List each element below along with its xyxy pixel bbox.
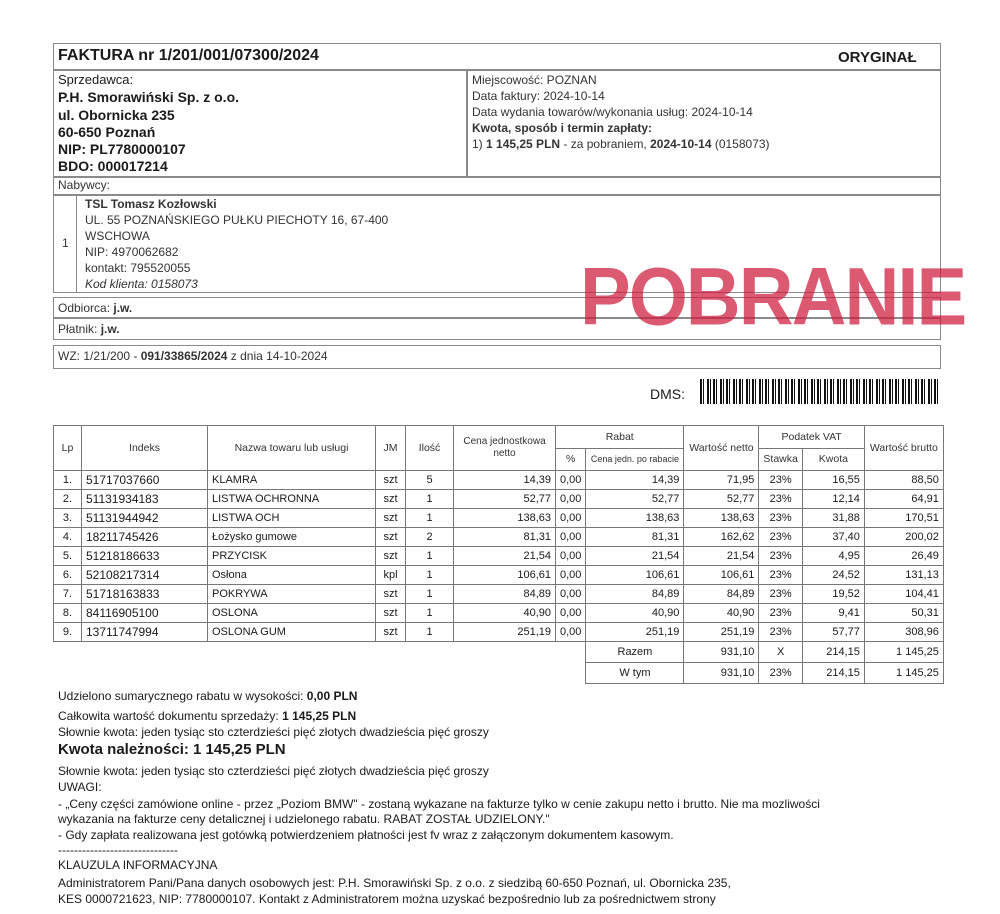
cell-after: 14,39 [586, 471, 684, 490]
col-lp: Lp [54, 426, 82, 471]
cell-qty: 1 [406, 623, 454, 642]
cell-pct: 0,00 [556, 623, 586, 642]
table-row [54, 547, 944, 566]
cell-after: 40,90 [586, 604, 684, 623]
table-row [54, 604, 944, 623]
words-line-2: Słownie kwota: jeden tysiąc sto czterdzieści pięć złotych dwadzieścia pięć groszy [58, 764, 489, 778]
cell-gross: 26,49 [864, 547, 943, 566]
seller-street: ul. Obornicka 235 [58, 107, 175, 123]
cell-vat: 16,55 [802, 471, 864, 490]
buyer-name: TSL Tomasz Kozłowski [85, 197, 217, 211]
cell-pct: 0,00 [556, 547, 586, 566]
cell-vat: 12,14 [802, 490, 864, 509]
clause-line-2: KES 0000721623, NIP: 7780000107. Kontakt z Administratorem można uzyskać bezpośrednio lub za pośrednictwem strony [58, 892, 716, 906]
totals-label: W tym [586, 663, 684, 684]
cell-after: 138,63 [586, 509, 684, 528]
due-label: Kwota należności: [58, 741, 194, 758]
cell-lp: 6. [54, 566, 82, 585]
words-line-1: Słownie kwota: jeden tysiąc sto czterdzieści pięć złotych dwadzieścia pięć groszy [58, 725, 489, 739]
col-index: Indeks [82, 426, 208, 471]
cell-jm: szt [376, 490, 406, 509]
notes-label: UWAGI: [58, 780, 102, 794]
cell-lp: 4. [54, 528, 82, 547]
total-line [58, 709, 356, 723]
cell-gross: 200,02 [864, 528, 943, 547]
payment-amount: 1 145,25 PLN [486, 137, 561, 151]
cell-jm: szt [376, 585, 406, 604]
totals-spacer [54, 642, 586, 663]
invoice-title: FAKTURA nr 1/201/001/07300/2024 [58, 47, 319, 64]
total-label: Całkowita wartość dokumentu sprzedaży: [58, 709, 283, 723]
cell-index: 51131934183 [82, 490, 208, 509]
info-invoice-date: Data faktury: 2024-10-14 [472, 89, 605, 103]
cell-qty: 2 [406, 528, 454, 547]
wz-line [58, 349, 328, 363]
buyer-address1: UL. 55 POZNAŃSKIEGO PUŁKU PIECHOTY 16, 67-400 [85, 213, 389, 227]
col-gross: Wartość brutto [864, 426, 943, 471]
cell-qty: 1 [406, 547, 454, 566]
cell-net: 21,54 [684, 547, 759, 566]
cell-net: 251,19 [684, 623, 759, 642]
totals-spacer [54, 663, 586, 684]
cell-index: 51718163833 [82, 585, 208, 604]
cell-lp: 9. [54, 623, 82, 642]
cell-qty: 5 [406, 471, 454, 490]
cell-rate: 23% [759, 471, 802, 490]
cell-rate: 23% [759, 509, 802, 528]
cell-gross: 64,91 [864, 490, 943, 509]
cell-net: 138,63 [684, 509, 759, 528]
table-row [54, 509, 944, 528]
cell-price: 84,89 [454, 585, 556, 604]
payment-num: 1) [472, 137, 483, 151]
info-payment-label: Kwota, sposób i termin zapłaty: [472, 121, 653, 135]
cell-rate: 23% [759, 604, 802, 623]
payer-value: j.w. [100, 322, 120, 336]
buyer-label: Nabywcy: [58, 178, 111, 192]
clause-title: KLAUZULA INFORMACYJNA [58, 858, 218, 872]
cell-qty: 1 [406, 566, 454, 585]
dms-label: DMS: [650, 386, 685, 402]
col-vat-rate: Stawka [759, 448, 802, 471]
cell-vat: 9,41 [802, 604, 864, 623]
totals-vat: 214,15 [802, 642, 864, 663]
col-jm: JM [376, 426, 406, 471]
table-row [54, 471, 944, 490]
cell-vat: 57,77 [802, 623, 864, 642]
cell-jm: szt [376, 623, 406, 642]
original-label: ORYGINAŁ [838, 49, 917, 66]
totals-rate: 23% [759, 663, 802, 684]
cell-net: 52,77 [684, 490, 759, 509]
seller-name: P.H. Smorawiński Sp. z o.o. [58, 89, 240, 105]
cell-after: 52,77 [586, 490, 684, 509]
col-net: Wartość netto [684, 426, 759, 471]
table-row [54, 490, 944, 509]
cell-name: KLAMRA [208, 471, 376, 490]
wz-suffix: z dnia 14-10-2024 [227, 349, 328, 363]
totals-label: Razem [586, 642, 684, 663]
cell-name: Łożysko gumowe [208, 528, 376, 547]
table-row [54, 528, 944, 547]
info-issue-date: Data wydania towarów/wykonania usług: 2024-10-14 [472, 105, 753, 119]
seller-city: 60-650 Poznań [58, 124, 156, 140]
seller-bdo: BDO: 000017214 [58, 158, 168, 174]
cell-lp: 8. [54, 604, 82, 623]
buyer-address2: WSCHOWA [85, 229, 150, 243]
cell-index: 51131944942 [82, 509, 208, 528]
cell-lp: 1. [54, 471, 82, 490]
cell-name: LISTWA OCHRONNA [208, 490, 376, 509]
totals-rate: X [759, 642, 802, 663]
col-discount: Rabat [556, 426, 684, 449]
cell-price: 106,61 [454, 566, 556, 585]
totals-row [54, 642, 944, 663]
buyer-divider [76, 195, 77, 293]
cell-price: 52,77 [454, 490, 556, 509]
cell-after: 106,61 [586, 566, 684, 585]
notes-line-2: wykazania na fakturze ceny detalicznej i udzielonego rabatu. RABAT ZOSTAŁ UDZIELONY." [58, 812, 550, 826]
info-payment-line [472, 137, 770, 151]
cell-vat: 31,88 [802, 509, 864, 528]
cell-gross: 50,31 [864, 604, 943, 623]
cell-jm: kpl [376, 566, 406, 585]
cell-index: 51218186633 [82, 547, 208, 566]
notes-line-1: - „Ceny części zamówione online - przez „Poziom BMW" - zostaną wykazane na fakturze tylko w cenie zakupu netto i brutto. Nie ma mozliwości [58, 797, 820, 811]
barcode-icon [700, 379, 940, 404]
cell-price: 251,19 [454, 623, 556, 642]
cell-qty: 1 [406, 490, 454, 509]
discount-line [58, 689, 357, 703]
cell-pct: 0,00 [556, 566, 586, 585]
buyer-client-code: Kod klienta: 0158073 [85, 277, 198, 291]
col-vat: Podatek VAT [759, 426, 864, 449]
recipient-value: j.w. [113, 301, 133, 315]
cell-rate: 23% [759, 585, 802, 604]
payment-ref: (0158073) [711, 137, 770, 151]
cell-jm: szt [376, 471, 406, 490]
payer-label: Płatnik: [58, 322, 98, 336]
cell-rate: 23% [759, 547, 802, 566]
cell-jm: szt [376, 547, 406, 566]
totals-net: 931,10 [684, 642, 759, 663]
cell-index: 13711747994 [82, 623, 208, 642]
cell-lp: 5. [54, 547, 82, 566]
cell-pct: 0,00 [556, 471, 586, 490]
wz-number: 091/33865/2024 [140, 349, 228, 363]
cell-qty: 1 [406, 509, 454, 528]
cell-price: 138,63 [454, 509, 556, 528]
items-table [53, 425, 944, 684]
cell-index: 84116905100 [82, 604, 208, 623]
cell-vat: 37,40 [802, 528, 864, 547]
cell-net: 71,95 [684, 471, 759, 490]
cell-price: 40,90 [454, 604, 556, 623]
cell-jm: szt [376, 604, 406, 623]
cell-lp: 3. [54, 509, 82, 528]
cell-gross: 170,51 [864, 509, 943, 528]
cell-rate: 23% [759, 623, 802, 642]
cell-vat: 4,95 [802, 547, 864, 566]
cell-pct: 0,00 [556, 604, 586, 623]
cell-net: 84,89 [684, 585, 759, 604]
cell-name: LISTWA OCH [208, 509, 376, 528]
cell-net: 106,61 [684, 566, 759, 585]
table-row [54, 623, 944, 642]
cell-index: 52108217314 [82, 566, 208, 585]
cell-after: 21,54 [586, 547, 684, 566]
cell-pct: 0,00 [556, 490, 586, 509]
table-row [54, 566, 944, 585]
cell-name: OSLONA GUM [208, 623, 376, 642]
cell-jm: szt [376, 509, 406, 528]
notes-line-3: - Gdy zapłata realizowana jest gotówką potwierdzeniem płatności jest fv wraz z załączonym dokumentem kasowym. [58, 828, 674, 842]
wz-prefix: WZ: 1/21/200 - [58, 349, 141, 363]
cell-pct: 0,00 [556, 509, 586, 528]
buyer-contact: kontakt: 795520055 [85, 261, 191, 275]
discount-label: Udzielono sumarycznego rabatu w wysokości: [58, 689, 307, 703]
recipient-label: Odbiorca: [58, 301, 111, 315]
cell-vat: 24,52 [802, 566, 864, 585]
cell-lp: 7. [54, 585, 82, 604]
cell-gross: 308,96 [864, 623, 943, 642]
due-value: 1 145,25 PLN [193, 741, 286, 758]
cell-vat: 19,52 [802, 585, 864, 604]
cell-rate: 23% [759, 490, 802, 509]
buyer-header [53, 177, 941, 195]
cell-after: 251,19 [586, 623, 684, 642]
cell-name: OSLONA [208, 604, 376, 623]
cell-net: 40,90 [684, 604, 759, 623]
seller-label: Sprzedawca: [58, 72, 134, 87]
totals-row [54, 663, 944, 684]
cell-after: 81,31 [586, 528, 684, 547]
payment-date: 2024-10-14 [650, 137, 712, 151]
cell-qty: 1 [406, 585, 454, 604]
cell-pct: 0,00 [556, 528, 586, 547]
payment-method: - za pobraniem, [560, 137, 651, 151]
totals-vat: 214,15 [802, 663, 864, 684]
cell-qty: 1 [406, 604, 454, 623]
info-place: Miejscowość: POZNAN [472, 73, 597, 87]
payer-line [58, 322, 120, 336]
cell-net: 162,62 [684, 528, 759, 547]
cell-index: 18211745426 [82, 528, 208, 547]
cell-gross: 88,50 [864, 471, 943, 490]
pobranie-stamp: POBRANIE [580, 251, 966, 343]
cell-price: 14,39 [454, 471, 556, 490]
total-value: 1 145,25 PLN [282, 709, 357, 723]
col-qty: Ilość [406, 426, 454, 471]
col-vat-amount: Kwota [802, 448, 864, 471]
cell-index: 51717037660 [82, 471, 208, 490]
cell-price: 21,54 [454, 547, 556, 566]
totals-gross: 1 145,25 [864, 642, 943, 663]
buyer-nip: NIP: 4970062682 [85, 245, 179, 259]
cell-lp: 2. [54, 490, 82, 509]
buyer-index: 1 [62, 236, 69, 250]
cell-pct: 0,00 [556, 585, 586, 604]
due-line [58, 741, 286, 758]
col-discount-price: Cena jedn. po rabacie [586, 448, 684, 471]
cell-gross: 131,13 [864, 566, 943, 585]
discount-value: 0,00 PLN [306, 689, 358, 703]
totals-gross: 1 145,25 [864, 663, 943, 684]
seller-nip: NIP: PL7780000107 [58, 141, 186, 157]
table-row [54, 585, 944, 604]
totals-net: 931,10 [684, 663, 759, 684]
cell-gross: 104,41 [864, 585, 943, 604]
cell-jm: szt [376, 528, 406, 547]
cell-rate: 23% [759, 528, 802, 547]
cell-rate: 23% [759, 566, 802, 585]
cell-name: Osłona [208, 566, 376, 585]
recipient-line [58, 301, 132, 315]
cell-price: 81,31 [454, 528, 556, 547]
col-discount-pct: % [556, 448, 586, 471]
cell-after: 84,89 [586, 585, 684, 604]
cell-name: PRZYCISK [208, 547, 376, 566]
notes-dashes: ------------------------------ [58, 843, 178, 857]
clause-line-1: Administratorem Pani/Pana danych osobowych jest: P.H. Smorawiński Sp. z o.o. z siedzibą 60-650 Poznań, ul. Obornicka 235, [58, 876, 731, 890]
cell-name: POKRYWA [208, 585, 376, 604]
col-price: Cena jednostkowa netto [454, 426, 556, 471]
col-name: Nazwa towaru lub usługi [208, 426, 376, 471]
